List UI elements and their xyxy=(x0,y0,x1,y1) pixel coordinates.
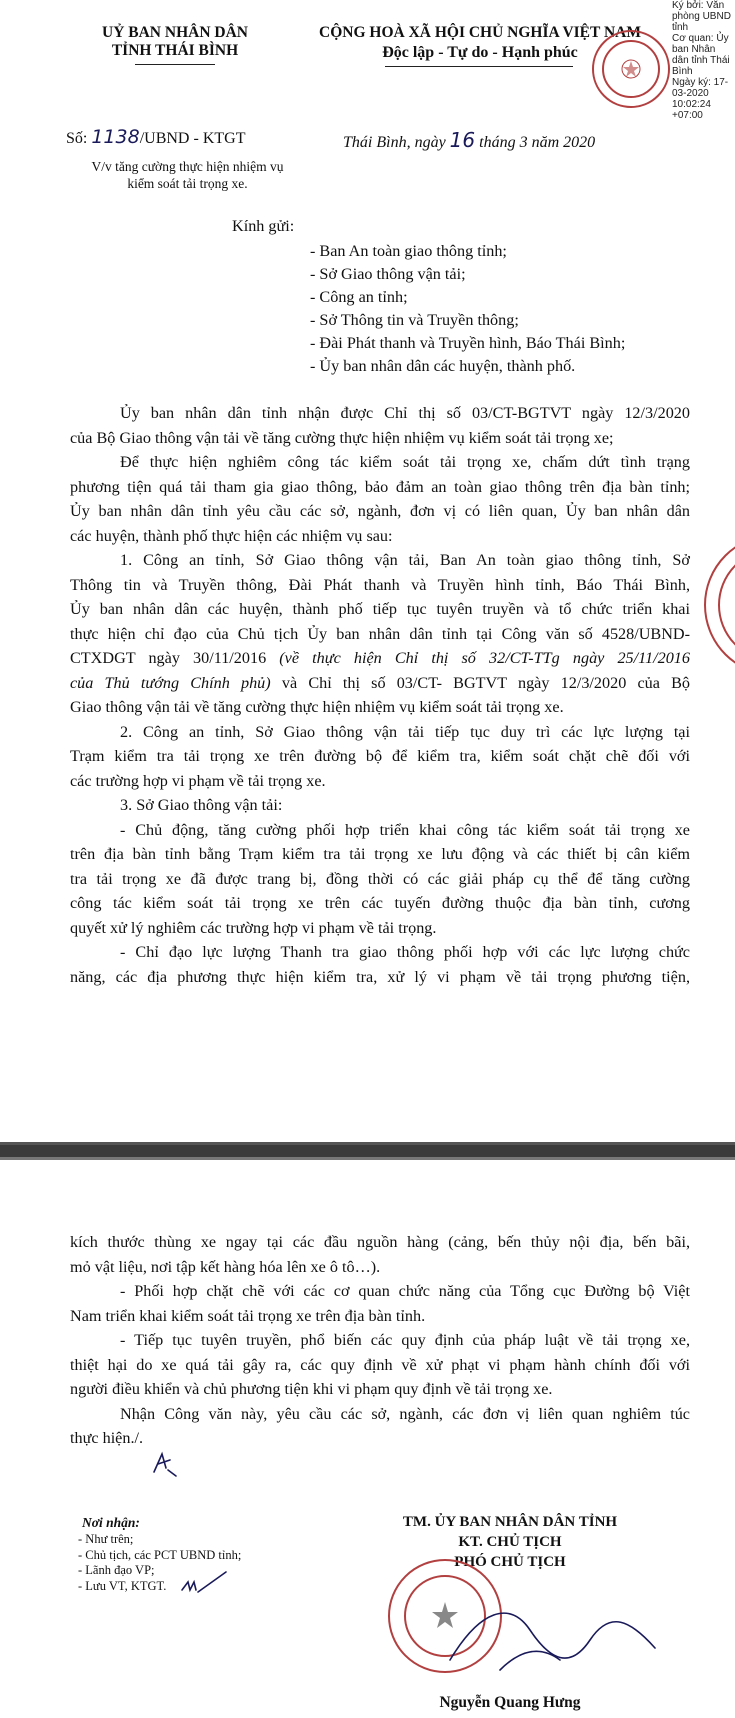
recipient-item: - Đài Phát thanh và Truyền hình, Báo Thái Bình; xyxy=(310,334,626,352)
paragraph-line: thực hiện./. xyxy=(70,1429,144,1447)
paragraph-line: Thông tin và Truyền thông, Đài Phát thanh và Truyền hình tỉnh, Báo Thái Bình, xyxy=(70,575,690,594)
paragraph-line: 2. Công an tỉnh, Sở Giao thông vận tải tiếp tục duy trì các lực lượng tại xyxy=(120,722,690,741)
signer-name: Nguyễn Quang Hưng xyxy=(439,1694,581,1711)
motto-underline xyxy=(385,66,573,67)
paragraph-line: người điều khiển và chủ phương tiện khi vi phạm quy định về tải trọng xe. xyxy=(70,1380,553,1398)
agency-underline xyxy=(135,64,215,65)
recipient-item: - Ban An toàn giao thông tỉnh; xyxy=(310,242,507,260)
paragraph-line: phương tiện quá tải tham gia giao thông, bảo đảm an toàn giao thông trên địa bàn tỉnh; xyxy=(70,477,690,496)
paragraph-line: Nam triển khai kiểm soát tải trọng xe trên địa bàn tỉnh. xyxy=(70,1306,426,1325)
paragraph-line: Để thực hiện nghiêm công tác kiểm soát tải trọng xe, chấm dứt tình trạng xyxy=(120,453,690,471)
handwritten-day: 16 xyxy=(449,128,476,152)
sign-title-3: PHÓ CHỦ TỊCH xyxy=(454,1554,566,1570)
signer-agency: Cơ quan: Ủy ban Nhân dân tỉnh Thái Bình xyxy=(672,33,730,77)
recipient-item: - Công an tỉnh; xyxy=(310,288,408,306)
paragraph-line: - Chỉ đạo lực lượng Thanh tra giao thông phối hợp với các lực lượng chức xyxy=(120,943,690,961)
page-break xyxy=(0,1142,735,1160)
paragraph-line: các trường hợp vi phạm về tải trọng xe. xyxy=(70,771,326,790)
sign-title-1: TM. ỦY BAN NHÂN DÂN TỈNH xyxy=(402,1514,618,1530)
paragraph-line: quyết xử lý nghiêm các trường hợp vi phạm về tải trọng. xyxy=(70,918,437,937)
handwritten-initial xyxy=(150,1450,180,1478)
handwritten-mark xyxy=(180,1568,230,1596)
paragraph-line: - Chủ động, tăng cường phối hợp triển khai công tác kiểm soát tải trọng xe xyxy=(120,820,690,839)
paragraph-line: mỏ vật liệu, nơi tập kết hàng hóa lên xe ô tô…). xyxy=(70,1257,381,1276)
sign-title-2: KT. CHỦ TỊCH xyxy=(458,1534,562,1550)
cc-item: - Như trên; xyxy=(78,1532,134,1546)
recipient-item: - Ủy ban nhân dân các huyện, thành phố. xyxy=(310,357,576,375)
signer-label: Ký bởi: Văn phòng UBND tỉnh xyxy=(672,0,731,33)
page1-body xyxy=(70,401,690,989)
cc-title: Nơi nhận: xyxy=(82,1515,140,1530)
digital-signature-info xyxy=(672,0,732,121)
paragraph-line: 3. Sở Giao thông vận tải: xyxy=(120,796,283,814)
subject: V/v tăng cường thực hiện nhiệm vụ kiểm soát tải trọng xe. xyxy=(91,159,284,191)
paragraph-line: các huyện, thành phố thực hiện các nhiệm vụ sau: xyxy=(70,526,393,545)
national-motto: Độc lập - Tự do - Hạnh phúc xyxy=(382,44,578,61)
paragraph-line: CTXDGT ngày 30/11/2016 (về thực hiện Chỉ thị số 32/CT-TTg ngày 25/11/2016 xyxy=(70,649,690,667)
paragraph-line: thực hiện chỉ đạo của Chủ tịch Ủy ban nhân dân tỉnh tại Công văn số 4528/UBND- xyxy=(70,624,690,643)
paragraph-line: Trạm kiểm tra tải trọng xe trên đường bộ để kiểm tra, kiểm soát chặt chẽ đối với xyxy=(70,747,690,765)
paragraph-line: của Bộ Giao thông vận tải về tăng cường thực hiện nhiệm vụ kiểm soát tải trọng xe; xyxy=(70,428,614,447)
recipient-item: - Sở Thông tin và Truyền thông; xyxy=(310,311,519,329)
document-number: Số: 1138/UBND - KTGT xyxy=(66,126,246,148)
paragraph-line: công tác kiểm soát tải trọng xe trên các tuyến đường thuộc địa bàn tỉnh, cương xyxy=(70,894,690,912)
paragraph-line: thiệt hại do xe quá tải gây ra, các quy định về xử phạt vi phạm hành chính đối với xyxy=(70,1355,690,1374)
paragraph-line: - Phối hợp chặt chẽ với các cơ quan chức năng của Tổng cục Đường bộ Việt xyxy=(120,1282,690,1300)
paragraph-line: của Thủ tướng Chính phủ) và Chỉ thị số 03/CT- BGTVT ngày 12/3/2020 của Bộ xyxy=(70,673,690,692)
agency-name: UỶ BAN NHÂN DÂN TỈNH THÁI BÌNH xyxy=(102,24,248,59)
handwritten-signature xyxy=(440,1590,660,1680)
cc-item: - Chủ tịch, các PCT UBND tỉnh; xyxy=(78,1547,242,1562)
recipients-title: Kính gửi: xyxy=(232,217,295,235)
page2-body xyxy=(70,1230,690,1451)
recipient-item: - Sở Giao thông vận tải; xyxy=(310,265,466,283)
paragraph-line: tra tải trọng xe đã được trang bị, đồng thời có các giải pháp cụ thể để tăng cường xyxy=(70,869,690,888)
paragraph-line: trên địa bàn tỉnh bằng Trạm kiểm tra tải trọng xe lưu động và các thiết bị cân kiểm xyxy=(70,845,690,863)
paragraph-line: Ủy ban nhân dân tỉnh nhận được Chỉ thị số 03/CT-BGTVT ngày 12/3/2020 xyxy=(120,404,690,422)
paragraph-line: năng, các địa phương thực hiện kiểm tra, xử lý vi phạm về tải trọng phương tiện, xyxy=(70,967,690,986)
signed-date: Ngày ký: 17-03-2020 10:02:24 +07:00 xyxy=(672,77,729,121)
paragraph-line: Giao thông vận tải về tăng cường thực hiện nhiệm vụ kiểm soát tải trọng xe. xyxy=(70,698,564,716)
official-seal-top xyxy=(590,28,672,110)
paragraph-line: Ủy ban nhân dân các huyện, thành phố tiếp tục tuyên truyền và tổ chức triển khai xyxy=(70,600,690,618)
paragraph-line: - Tiếp tục tuyên truyền, phổ biến các quy định của pháp luật về tải trọng xe, xyxy=(120,1331,690,1349)
recipients-list xyxy=(310,240,625,378)
paragraph-line: 1. Công an tỉnh, Sở Giao thông vận tải, Ban An toàn giao thông tỉnh, Sở xyxy=(120,551,690,569)
cc-item: - Lưu VT, KTGT. xyxy=(78,1578,167,1593)
cc-item: - Lãnh đạo VP; xyxy=(78,1563,155,1577)
paragraph-line: Ủy ban nhân dân tỉnh yêu cầu các sở, ngành, đơn vị có liên quan, Ủy ban nhân dân xyxy=(70,502,690,520)
paragraph-line: Nhận Công văn này, yêu cầu các sở, ngành, các đơn vị liên quan nghiêm túc xyxy=(120,1404,690,1423)
national-title: CỘNG HOÀ XÃ HỘI CHỦ NGHĨA VIỆT NAM xyxy=(319,24,641,41)
place-date: Thái Bình, ngày 16 tháng 3 năm 2020 xyxy=(343,128,596,152)
handwritten-number: 1138 xyxy=(91,126,140,148)
official-seal-edge xyxy=(700,530,735,680)
paragraph-line: kích thước thùng xe ngay tại các đầu nguồn hàng (cảng, bến thủy nội địa, bến bãi, xyxy=(70,1233,690,1251)
